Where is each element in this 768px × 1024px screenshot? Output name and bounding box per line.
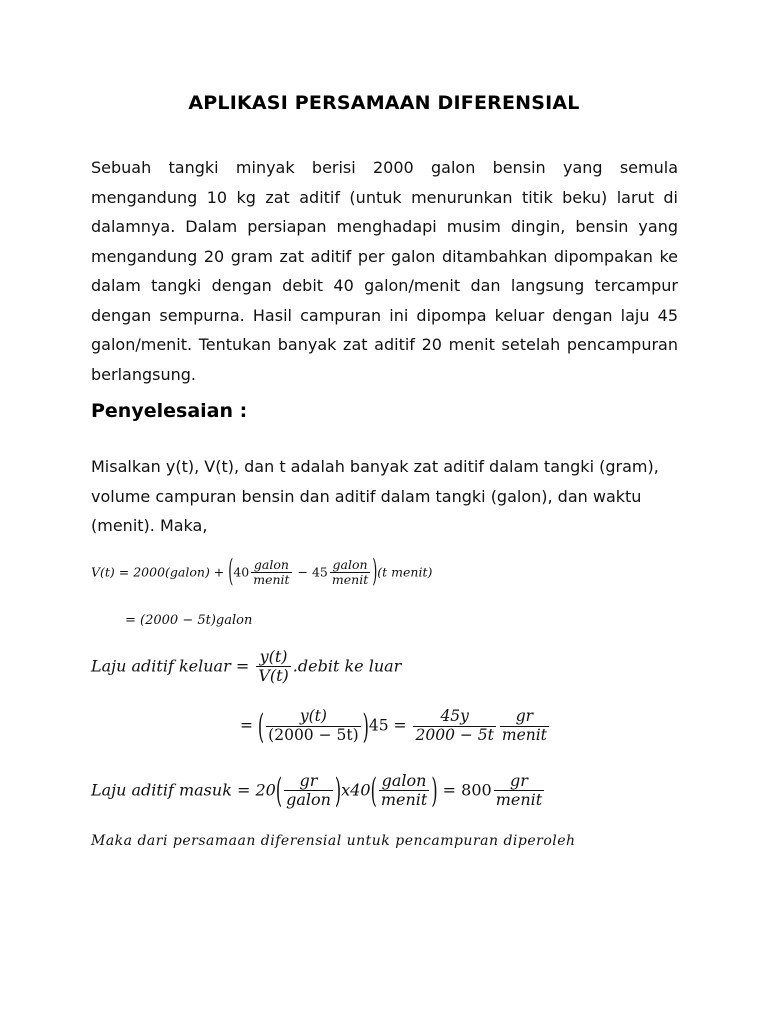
fraction-denominator: menit xyxy=(501,725,547,744)
eq-volume-lhs: V(t) = 2000(galon) + xyxy=(91,564,229,580)
eq-volume-minus: − 45 xyxy=(293,564,328,580)
eq-inflow-eq: = 800 xyxy=(437,780,492,800)
fraction-denominator: menit xyxy=(380,790,428,810)
fraction-numerator: galon xyxy=(379,772,430,791)
fraction-numerator: gr xyxy=(284,772,333,791)
eq-inflow-label: Laju aditif masuk = 20 xyxy=(91,780,276,800)
paren-close: ) xyxy=(372,554,378,591)
paren-open: ( xyxy=(257,706,265,747)
paren-close: ) xyxy=(362,706,369,747)
equation-volume-result: = (2000 − 5t)galon xyxy=(125,613,253,628)
fraction-numerator: y(t) xyxy=(256,648,290,667)
fraction-gr-menit xyxy=(500,708,549,745)
paren-close: ) xyxy=(431,770,438,811)
fraction-gr-menit xyxy=(494,772,545,810)
fraction-denominator: (2000 − 5t) xyxy=(268,725,359,744)
fraction-denominator: menit xyxy=(253,572,290,588)
fraction-galon-menit xyxy=(379,772,430,810)
fraction-numerator: y(t) xyxy=(266,708,360,727)
fraction-galon-menit xyxy=(251,558,291,588)
equation-volume xyxy=(91,554,433,591)
equation-outflow xyxy=(91,648,401,686)
paren-open: ( xyxy=(228,554,234,591)
paren-close: ) xyxy=(334,770,342,811)
fraction-denominator: menit xyxy=(331,572,369,588)
eq-volume-tail: (t menit) xyxy=(377,564,433,580)
fraction-y-over-v xyxy=(256,648,290,686)
fraction-numerator: galon xyxy=(330,558,370,573)
fraction-denominator: menit xyxy=(495,790,543,810)
paren-open: ( xyxy=(370,770,377,811)
page-title: APLIKASI PERSAMAAN DIFERENSIAL xyxy=(188,92,580,114)
fraction-numerator: 45y xyxy=(413,708,495,727)
paren-open: ( xyxy=(275,770,283,811)
equation-outflow-result xyxy=(240,708,551,745)
eq-volume-coef: 40 xyxy=(233,564,250,580)
fraction-numerator: gr xyxy=(494,772,545,791)
eq-inflow-mid: x40 xyxy=(341,780,371,800)
fraction-numerator: gr xyxy=(500,708,549,727)
fraction-galon-menit xyxy=(330,558,370,588)
fraction-numerator: galon xyxy=(251,558,291,573)
fraction-denominator: 2000 − 5t xyxy=(415,725,494,744)
fraction-y-over-volume xyxy=(266,708,360,745)
fraction-denominator: galon xyxy=(286,790,331,810)
fraction-45y xyxy=(413,708,495,745)
eq-outflow-tail: .debit ke luar xyxy=(292,656,402,676)
solution-intro: Misalkan y(t), V(t), dan t adalah banyak zat aditif dalam tangki (gram), volume campuran bensin dan aditif dalam tangki (galon), dan waktu (menit). Maka, xyxy=(91,457,659,535)
equation-inflow xyxy=(91,772,546,810)
fraction-denominator: V(t) xyxy=(258,666,289,686)
eq-outflow-label: Laju aditif keluar = xyxy=(91,656,255,676)
fraction-gr-galon xyxy=(284,772,333,810)
eq-outflow-result-mid: 45 = xyxy=(368,716,412,735)
problem-paragraph: Sebuah tangki minyak berisi 2000 galon bensin yang semula mengandung 10 kg zat aditif (untuk menurunkan titik beku) larut di dalamnya. Dalam persiapan menghadapi musim dingin, bensin yang mengandung 20 gram zat aditif per galon ditambahkan dipompakan ke dalam tangki dengan debit 40 galon/menit dan langsung tercampur dengan sempurna. Hasil campuran ini dipompa keluar dengan laju 45 galon/menit. Tentukan banyak zat aditif 20 menit setelah pencampuran berlangsung. xyxy=(91,158,678,384)
closing-statement: Maka dari persamaan diferensial untuk pencampuran diperoleh xyxy=(91,833,576,849)
solution-heading: Penyelesaian : xyxy=(91,400,248,422)
eq-outflow-result-lead: = xyxy=(240,716,258,735)
